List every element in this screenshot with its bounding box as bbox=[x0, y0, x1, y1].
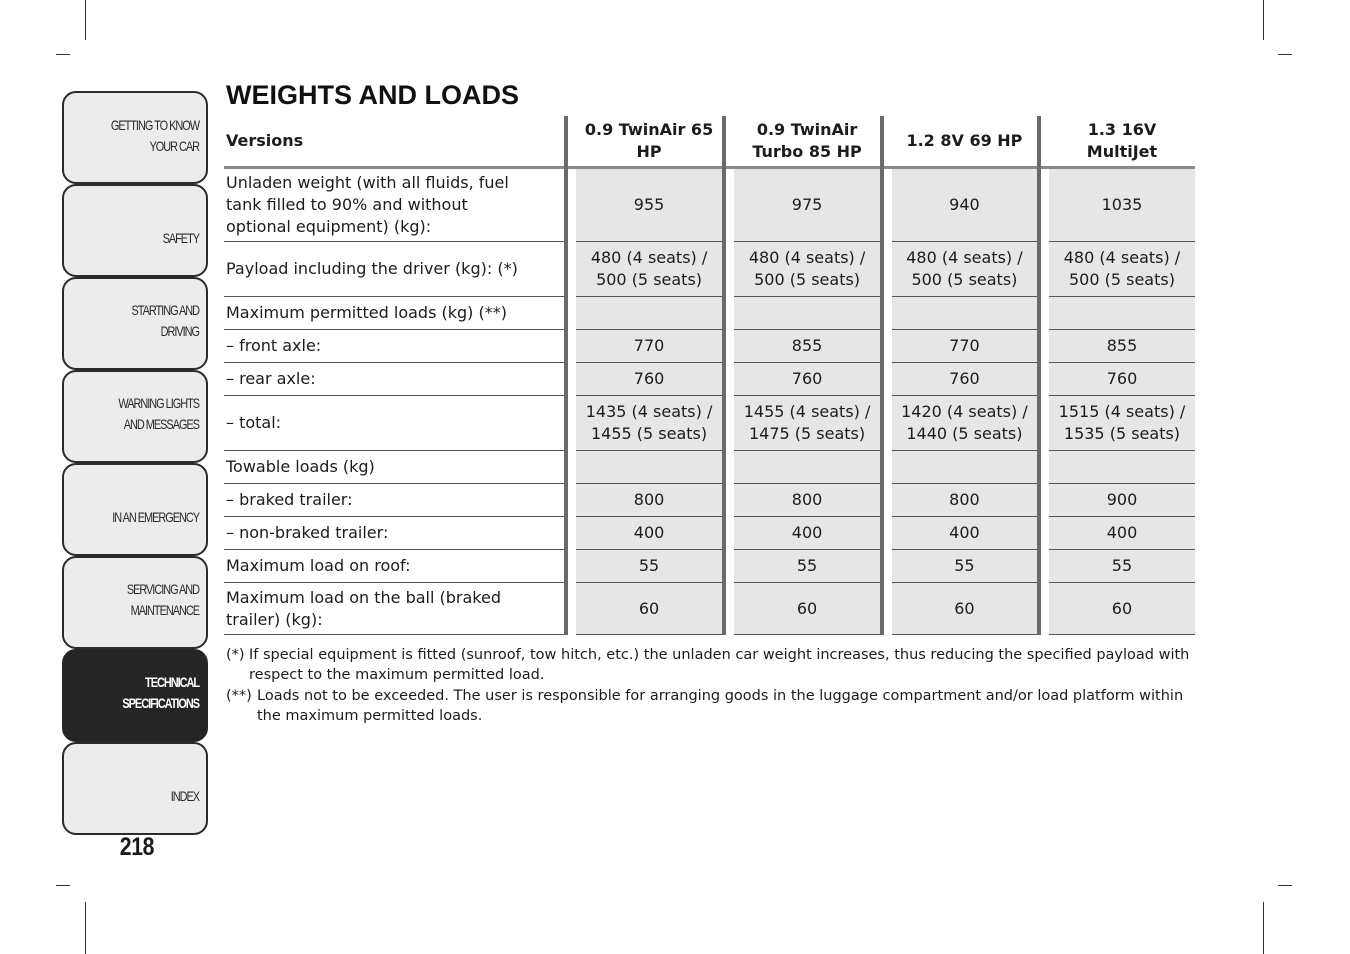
column-divider bbox=[566, 550, 576, 583]
cell-value bbox=[576, 297, 724, 330]
column-divider bbox=[882, 451, 892, 484]
table-row bbox=[224, 484, 1195, 517]
cell-value: 60 bbox=[576, 583, 724, 635]
chapter-tabs bbox=[62, 91, 208, 835]
cell-value: 1035 bbox=[1049, 168, 1195, 242]
tab-safety[interactable] bbox=[62, 184, 208, 277]
column-divider bbox=[1039, 484, 1049, 517]
cell-value: 955 bbox=[576, 168, 724, 242]
column-divider bbox=[566, 242, 576, 297]
column-divider bbox=[566, 330, 576, 363]
row-label: Maximum load on roof: bbox=[224, 550, 566, 583]
column-divider bbox=[724, 168, 734, 242]
column-divider bbox=[724, 396, 734, 451]
cell-value: 400 bbox=[576, 517, 724, 550]
footnote-mark: (**) bbox=[226, 688, 252, 704]
tab-label: SAFETY bbox=[162, 230, 199, 246]
column-divider bbox=[566, 297, 576, 330]
crop-mark bbox=[1278, 54, 1292, 55]
header-versions: Versions bbox=[224, 116, 566, 168]
cell-value bbox=[734, 297, 882, 330]
cell-value bbox=[1049, 297, 1195, 330]
cell-value: 760 bbox=[734, 363, 882, 396]
column-divider bbox=[1039, 363, 1049, 396]
column-divider bbox=[1039, 583, 1049, 635]
cell-value: 400 bbox=[734, 517, 882, 550]
page-title: WEIGHTS AND LOADS bbox=[226, 80, 519, 110]
column-divider bbox=[566, 583, 576, 635]
cell-value: 940 bbox=[892, 168, 1038, 242]
column-divider bbox=[1039, 517, 1049, 550]
table-row bbox=[224, 363, 1195, 396]
crop-mark bbox=[1263, 0, 1264, 40]
table-row bbox=[224, 451, 1195, 484]
footnote bbox=[226, 646, 1191, 685]
cell-value: 1515 (4 seats) / 1535 (5 seats) bbox=[1049, 396, 1195, 451]
table-row bbox=[224, 297, 1195, 330]
cell-value bbox=[734, 451, 882, 484]
weights-table bbox=[224, 116, 1195, 635]
cell-value: 1455 (4 seats) / 1475 (5 seats) bbox=[734, 396, 882, 451]
header-col: 1.3 16V MultiJet bbox=[1049, 116, 1195, 168]
header-col: 0.9 TwinAir Turbo 85 HP bbox=[734, 116, 882, 168]
cell-value: 480 (4 seats) / 500 (5 seats) bbox=[892, 242, 1038, 297]
table-row bbox=[224, 550, 1195, 583]
table-row bbox=[224, 242, 1195, 297]
cell-value: 770 bbox=[892, 330, 1038, 363]
column-divider bbox=[724, 583, 734, 635]
cell-value: 55 bbox=[734, 550, 882, 583]
column-divider bbox=[882, 396, 892, 451]
cell-value: 400 bbox=[1049, 517, 1195, 550]
row-label: Maximum permitted loads (kg) (**) bbox=[224, 297, 566, 330]
row-label: – rear axle: bbox=[224, 363, 566, 396]
tab-label: WARNING LIGHTS AND MESSAGES bbox=[118, 395, 199, 432]
cell-value: 60 bbox=[1049, 583, 1195, 635]
page-number: 218 bbox=[119, 833, 154, 861]
column-divider bbox=[882, 517, 892, 550]
cell-value: 1420 (4 seats) / 1440 (5 seats) bbox=[892, 396, 1038, 451]
tab-label: IN AN EMERGENCY bbox=[112, 509, 199, 525]
cell-value: 480 (4 seats) / 500 (5 seats) bbox=[734, 242, 882, 297]
column-divider bbox=[566, 363, 576, 396]
column-divider bbox=[724, 451, 734, 484]
table-header-row bbox=[224, 116, 1195, 168]
tab-label: SERVICING AND MAINTENANCE bbox=[126, 581, 199, 618]
column-divider bbox=[882, 550, 892, 583]
cell-value: 55 bbox=[576, 550, 724, 583]
column-divider bbox=[1039, 550, 1049, 583]
row-label: Towable loads (kg) bbox=[224, 451, 566, 484]
cell-value bbox=[576, 451, 724, 484]
cell-value: 855 bbox=[734, 330, 882, 363]
column-divider bbox=[566, 451, 576, 484]
crop-mark bbox=[1263, 902, 1264, 954]
column-divider bbox=[882, 363, 892, 396]
row-label: – non-braked trailer: bbox=[224, 517, 566, 550]
cell-value: 60 bbox=[892, 583, 1038, 635]
cell-value: 760 bbox=[892, 363, 1038, 396]
column-divider bbox=[1039, 168, 1049, 242]
cell-value: 800 bbox=[892, 484, 1038, 517]
column-divider bbox=[1039, 396, 1049, 451]
header-col: 1.2 8V 69 HP bbox=[892, 116, 1038, 168]
column-divider bbox=[566, 116, 576, 168]
row-label: – braked trailer: bbox=[224, 484, 566, 517]
column-divider bbox=[566, 517, 576, 550]
tab-getting-to-know-your-car[interactable] bbox=[62, 91, 208, 184]
crop-mark bbox=[1278, 885, 1292, 886]
cell-value: 760 bbox=[1049, 363, 1195, 396]
column-divider bbox=[724, 517, 734, 550]
column-divider bbox=[1039, 116, 1049, 168]
tab-technical-specifications[interactable] bbox=[62, 649, 208, 742]
crop-mark bbox=[85, 902, 86, 954]
table-row bbox=[224, 168, 1195, 242]
table-row bbox=[224, 330, 1195, 363]
footnote-text: Loads not to be exceeded. The user is responsible for arranging goods in the luggage compartment and/or load platform within the maximum permitted loads. bbox=[257, 688, 1184, 724]
cell-value: 760 bbox=[576, 363, 724, 396]
table-row bbox=[224, 396, 1195, 451]
cell-value bbox=[892, 297, 1038, 330]
tab-in-an-emergency[interactable] bbox=[62, 463, 208, 556]
row-label: – total: bbox=[224, 396, 566, 451]
tab-warning-lights-and-messages[interactable] bbox=[62, 370, 208, 463]
column-divider bbox=[1039, 330, 1049, 363]
column-divider bbox=[566, 168, 576, 242]
cell-value bbox=[892, 451, 1038, 484]
row-label: Unladen weight (with all fluids, fuel tank filled to 90% and without optional equipment) (kg): bbox=[224, 168, 566, 242]
footnote bbox=[226, 687, 1191, 726]
cell-value: 55 bbox=[892, 550, 1038, 583]
tab-label: GETTING TO KNOW YOUR CAR bbox=[110, 117, 199, 154]
cell-value: 55 bbox=[1049, 550, 1195, 583]
column-divider bbox=[1039, 242, 1049, 297]
footnote-text: If special equipment is fitted (sunroof, tow hitch, etc.) the unladen car weight increases, thus reducing the specified payload with respect to the maximum permitted load. bbox=[249, 647, 1190, 683]
cell-value: 800 bbox=[576, 484, 724, 517]
cell-value: 800 bbox=[734, 484, 882, 517]
tab-index[interactable] bbox=[62, 742, 208, 835]
footnotes bbox=[226, 646, 1191, 728]
column-divider bbox=[724, 484, 734, 517]
row-label: Payload including the driver (kg): (*) bbox=[224, 242, 566, 297]
row-label: Maximum load on the ball (braked trailer) (kg): bbox=[224, 583, 566, 635]
column-divider bbox=[882, 583, 892, 635]
tab-label: STARTING AND DRIVING bbox=[131, 302, 199, 339]
column-divider bbox=[724, 242, 734, 297]
footnote-mark: (*) bbox=[226, 647, 245, 663]
column-divider bbox=[566, 396, 576, 451]
column-divider bbox=[882, 242, 892, 297]
column-divider bbox=[882, 116, 892, 168]
column-divider bbox=[566, 484, 576, 517]
tab-label: INDEX bbox=[170, 788, 199, 804]
tab-starting-and-driving[interactable] bbox=[62, 277, 208, 370]
column-divider bbox=[1039, 451, 1049, 484]
column-divider bbox=[882, 168, 892, 242]
column-divider bbox=[882, 484, 892, 517]
header-col: 0.9 TwinAir 65 HP bbox=[576, 116, 724, 168]
cell-value: 975 bbox=[734, 168, 882, 242]
column-divider bbox=[724, 330, 734, 363]
column-divider bbox=[882, 297, 892, 330]
tab-servicing-and-maintenance[interactable] bbox=[62, 556, 208, 649]
tab-label: TECHNICAL SPECIFICATIONS bbox=[122, 674, 199, 711]
column-divider bbox=[724, 363, 734, 396]
column-divider bbox=[882, 330, 892, 363]
crop-mark bbox=[85, 0, 86, 40]
crop-mark bbox=[56, 885, 70, 886]
cell-value: 400 bbox=[892, 517, 1038, 550]
cell-value: 855 bbox=[1049, 330, 1195, 363]
column-divider bbox=[1039, 297, 1049, 330]
cell-value bbox=[1049, 451, 1195, 484]
cell-value: 770 bbox=[576, 330, 724, 363]
column-divider bbox=[724, 550, 734, 583]
column-divider bbox=[724, 116, 734, 168]
table-row bbox=[224, 517, 1195, 550]
column-divider bbox=[724, 297, 734, 330]
cell-value: 480 (4 seats) / 500 (5 seats) bbox=[576, 242, 724, 297]
cell-value: 60 bbox=[734, 583, 882, 635]
row-label: – front axle: bbox=[224, 330, 566, 363]
cell-value: 1435 (4 seats) / 1455 (5 seats) bbox=[576, 396, 724, 451]
crop-mark bbox=[56, 54, 70, 55]
cell-value: 480 (4 seats) / 500 (5 seats) bbox=[1049, 242, 1195, 297]
cell-value: 900 bbox=[1049, 484, 1195, 517]
table-row bbox=[224, 583, 1195, 635]
